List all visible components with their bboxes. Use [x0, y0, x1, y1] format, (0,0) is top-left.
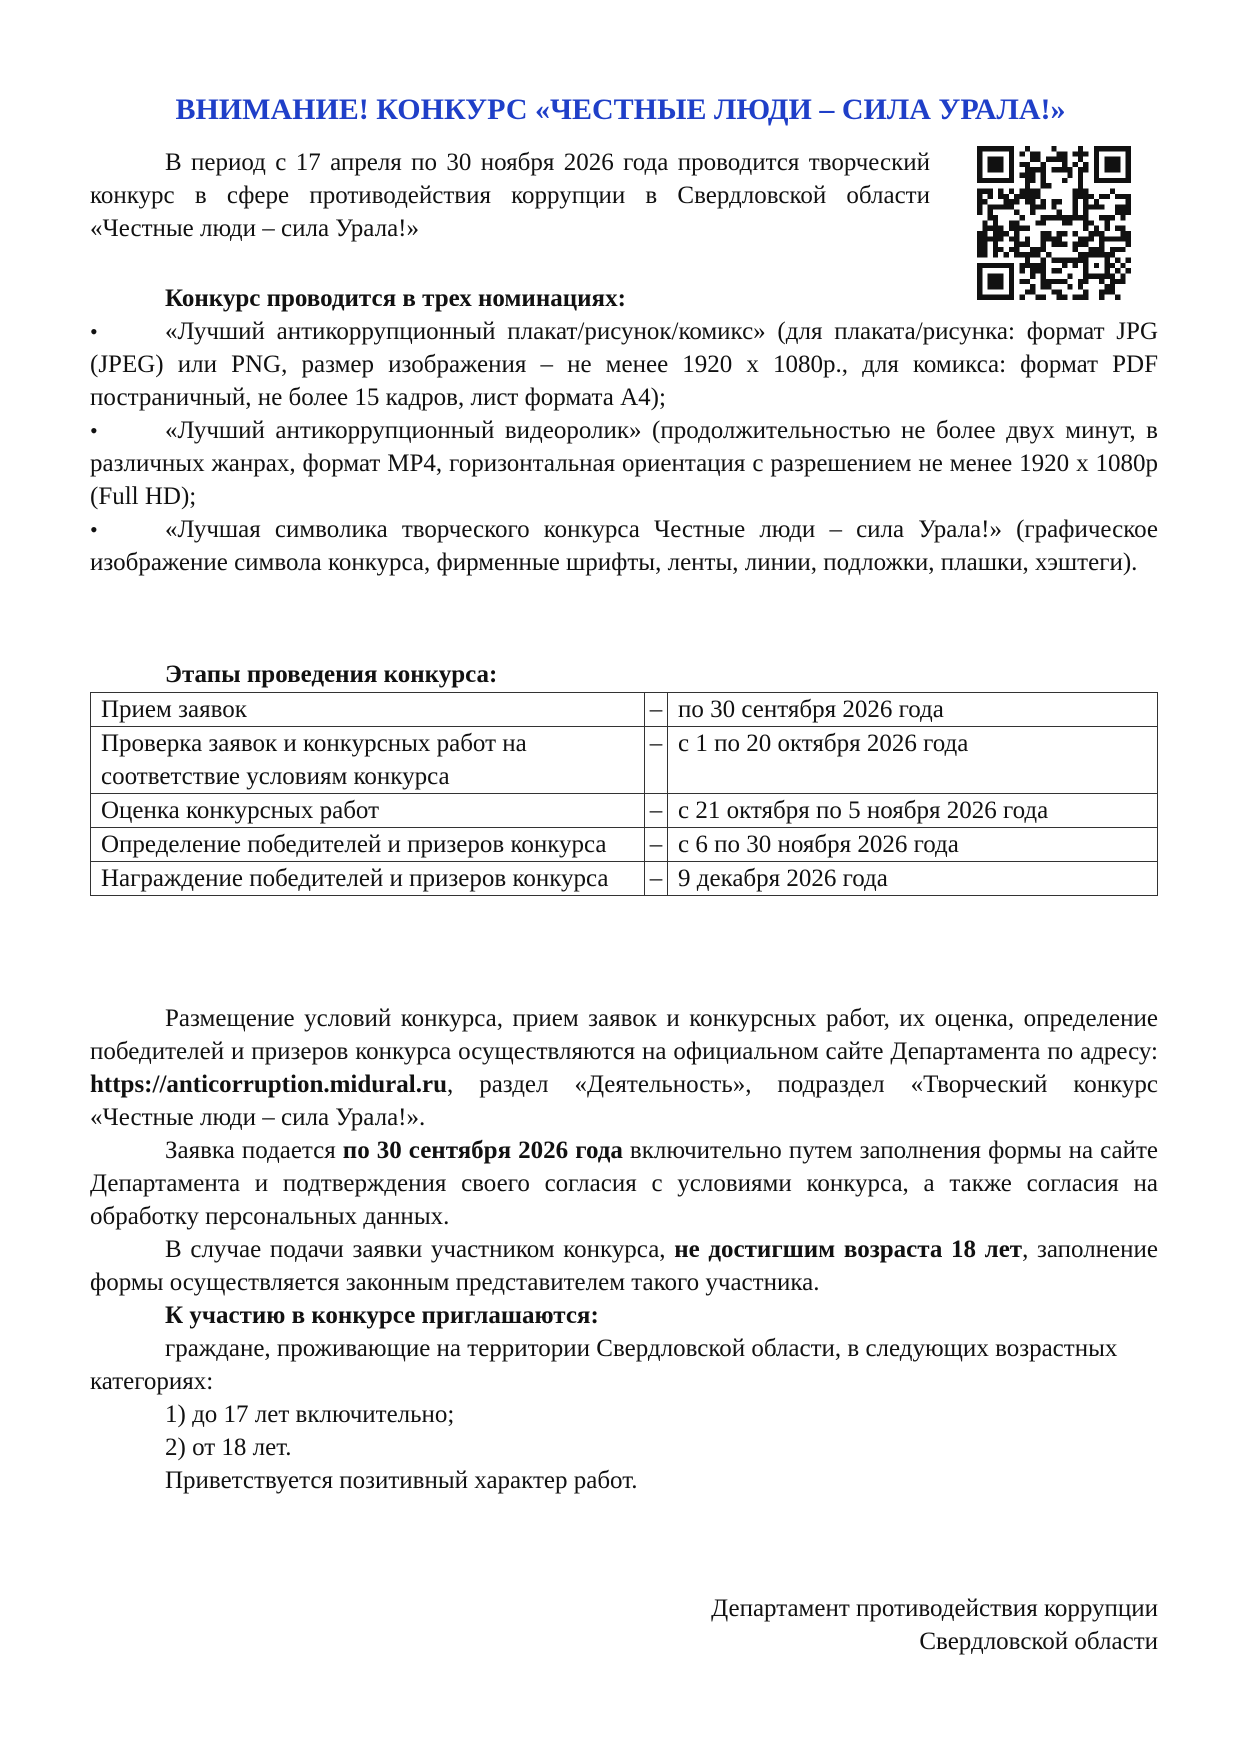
stage-dash: – [645, 794, 668, 828]
bullet-icon: • [90, 517, 98, 542]
nomination-text: «Лучший антикоррупционный видеоролик» (продолжительностью не более двух минут, в различных жанрах, формат MP4, горизонтальная ориентация с разрешением не менее 1920 x 1080р (Full HD); [90, 417, 1158, 510]
placement-text-end: , раздел «Деятельность», подраздел «Творческий конкурс «Честные люди – сила Урала!». [90, 1071, 1158, 1131]
placement-text: Размещение условий конкурса, прием заявок и конкурсных работ, их оценка, определение победителей и призеров конкурса осуществляются на официальном сайте Департамента по адресу: [90, 1005, 1158, 1065]
conditions-section [90, 1002, 1158, 1497]
positive-note: Приветствуется позитивный характер работ. [165, 1467, 638, 1494]
table-row [91, 794, 1158, 828]
qr-code-image [977, 146, 1131, 300]
signature-line: Департамент противодействия коррупции [711, 1595, 1158, 1622]
stage-dash: – [645, 693, 668, 727]
bullet-icon: • [90, 319, 98, 344]
stage-date: по 30 сентября 2026 года [668, 693, 1158, 727]
intro-block [90, 146, 930, 245]
page-title: ВНИМАНИЕ! КОНКУРС «ЧЕСТНЫЕ ЛЮДИ – СИЛА УРАЛА!» [175, 93, 1066, 126]
age-category: 2) от 18 лет. [165, 1434, 292, 1461]
invited-text: граждане, проживающие на территории Свердловской области, в следующих возрастных категориях: [90, 1335, 1118, 1395]
application-paragraph [90, 1134, 1158, 1233]
nomination-text: «Лучший антикоррупционный плакат/рисунок/комикс» (для плаката/рисунка: формат JPG (JPEG) или PNG, размер изображения – не менее 1920 x 1080р., для комикса: формат PDF постраничный, не более 15 кадров, лист формата А4); [90, 318, 1158, 411]
qr-code-graphic [977, 146, 1131, 300]
minors-text: В случае подачи заявки участником конкурса, [165, 1236, 675, 1263]
application-deadline: по 30 сентября 2026 года [342, 1137, 623, 1164]
stage-dash: – [645, 862, 668, 896]
nominations-heading: Конкурс проводится в трех номинациях: [165, 285, 626, 312]
stage-date: с 1 по 20 октября 2026 года [668, 727, 1158, 794]
invited-heading [90, 1299, 1158, 1332]
placement-paragraph [90, 1002, 1158, 1134]
stage-date: 9 декабря 2026 года [668, 862, 1158, 896]
stages-heading: Этапы проведения конкурса: [165, 661, 498, 688]
table-row [91, 693, 1158, 727]
stage-name: Определение победителей и призеров конкурса [91, 828, 645, 862]
stage-date: с 21 октября по 5 ноября 2026 года [668, 794, 1158, 828]
signature-line: Свердловской области [919, 1628, 1158, 1655]
nominations-section [90, 282, 1158, 579]
stages-table [90, 692, 1158, 896]
stage-dash: – [645, 727, 668, 794]
table-row [91, 862, 1158, 896]
stage-dash: – [645, 828, 668, 862]
stage-name: Награждение победителей и призеров конкурса [91, 862, 645, 896]
minors-text-end: , заполнение формы осуществляется законным представителем такого участника. [90, 1236, 1159, 1296]
table-row [91, 727, 1158, 794]
signature-block [500, 1592, 1158, 1658]
list-item [90, 414, 1158, 513]
intro-paragraph: В период с 17 апреля по 30 ноября 2026 года проводится творческий конкурс в сфере противодействия коррупции в Свердловской области «Честные люди – сила Урала!» [90, 149, 930, 242]
minors-age-note: не достигшим возраста 18 лет [674, 1236, 1023, 1263]
application-text: Заявка подается [165, 1137, 343, 1164]
list-item [90, 513, 1158, 579]
site-url-link[interactable]: https://anticorruption.midural.ru [90, 1071, 447, 1098]
stage-date: с 6 по 30 ноября 2026 года [668, 828, 1158, 862]
age-category: 1) до 17 лет включительно; [165, 1401, 455, 1428]
invited-heading-text: К участию в конкурсе приглашаются: [165, 1302, 599, 1329]
application-text-end: включительно путем заполнения формы на сайте Департамента и подтверждения своего согласия с условиями конкурса, а также согласия на обработку персональных данных. [90, 1137, 1158, 1230]
stage-name: Прием заявок [91, 693, 645, 727]
nomination-text: «Лучшая символика творческого конкурса Честные люди – сила Урала!» (графическое изображение символа конкурса, фирменные шрифты, ленты, линии, подложки, плашки, хэштеги). [90, 516, 1158, 576]
list-item [90, 315, 1158, 414]
table-row [91, 828, 1158, 862]
minors-paragraph [90, 1233, 1158, 1299]
stage-name: Проверка заявок и конкурсных работ на соответствие условиям конкурса [91, 727, 645, 794]
nominations-list [90, 315, 1158, 579]
stage-name: Оценка конкурсных работ [91, 794, 645, 828]
bullet-icon: • [90, 418, 98, 443]
